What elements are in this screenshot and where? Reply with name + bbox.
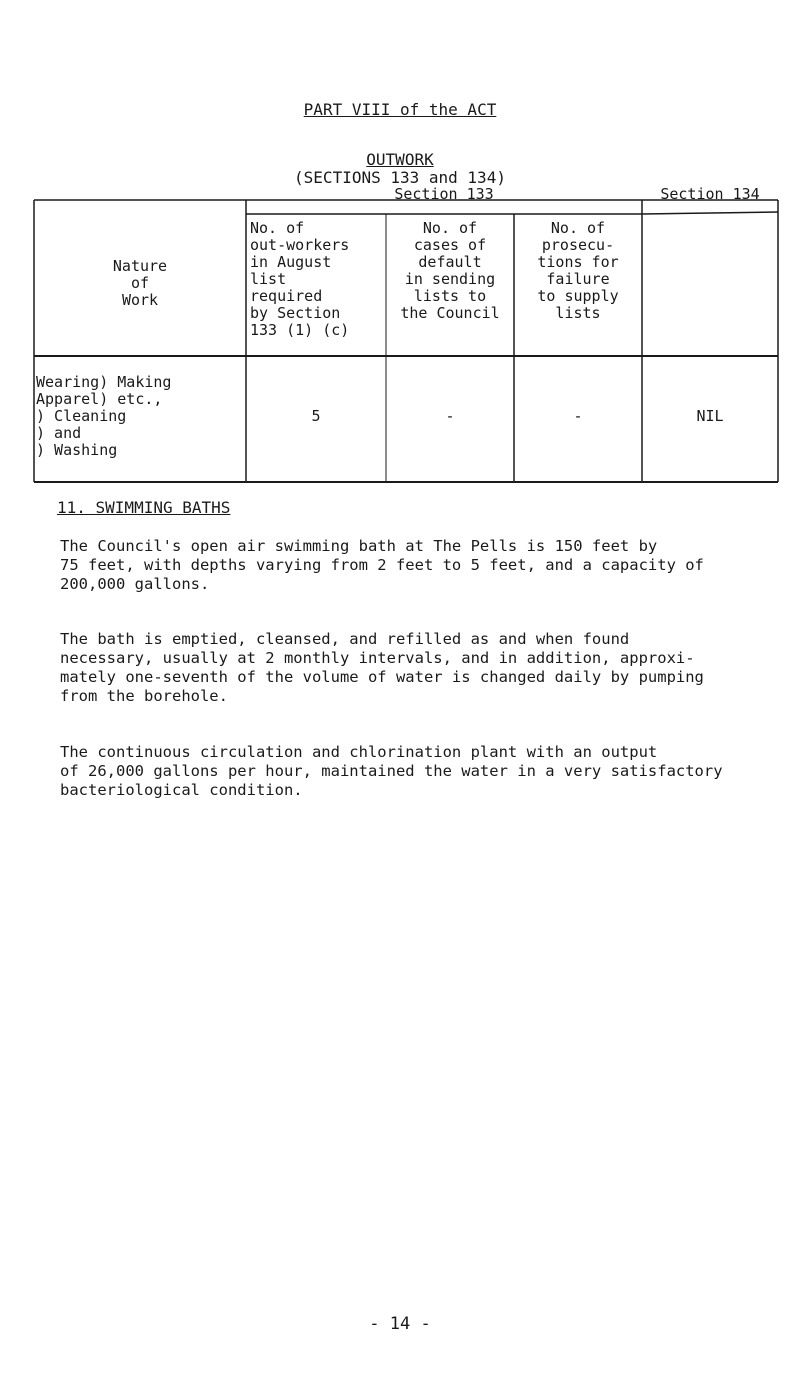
table-row-prosecutions: -: [573, 407, 583, 425]
table-row-nature: Wearing) Making Apparel) etc., ) Cleaning ) and ) Washing: [36, 373, 172, 459]
header-section-133: Section 133: [394, 185, 494, 203]
paragraph-circulation-plant: The continuous circulation and chlorination plant with an output of 26,000 gallons per hour, maintained the water in a very satisfactory bacteriological condition.: [60, 743, 723, 799]
column-header-prosecutions: No. of prosecu- tions for failure to supply lists: [537, 219, 619, 322]
column-header-default-cases: No. of cases of default in sending lists to the Council: [400, 219, 500, 322]
column-header-nature-of-work: Nature of Work: [112, 257, 168, 309]
sections-reference: (SECTIONS 133 and 134): [294, 168, 506, 187]
paragraph-bath-dimensions: The Council's open air swimming bath at The Pells is 150 feet by 75 feet, with depths varying from 2 feet to 5 feet, and a capacity of 200,000 gallons.: [60, 537, 704, 593]
page-title: PART VIII of the ACT: [303, 100, 497, 119]
column-header-outworkers: No. of out-workers in August list required by Section 133 (1) (c): [250, 219, 350, 339]
section-heading-swimming-baths: 11. SWIMMING BATHS: [57, 498, 231, 517]
page-number: - 14 -: [369, 1314, 431, 1334]
table-row-outworkers: 5: [311, 407, 321, 425]
table-row-default-cases: -: [445, 407, 455, 425]
section-subtitle: OUTWORK: [366, 150, 434, 169]
table-row-section-134: NIL: [696, 407, 724, 425]
paragraph-bath-cleaning: The bath is emptied, cleansed, and refilled as and when found necessary, usually at 2 monthly intervals, and in addition, approxi- mately one-seventh of the volume of water is changed daily by pumping from the borehole.: [60, 630, 704, 705]
header-section-134: Section 134: [660, 185, 760, 203]
